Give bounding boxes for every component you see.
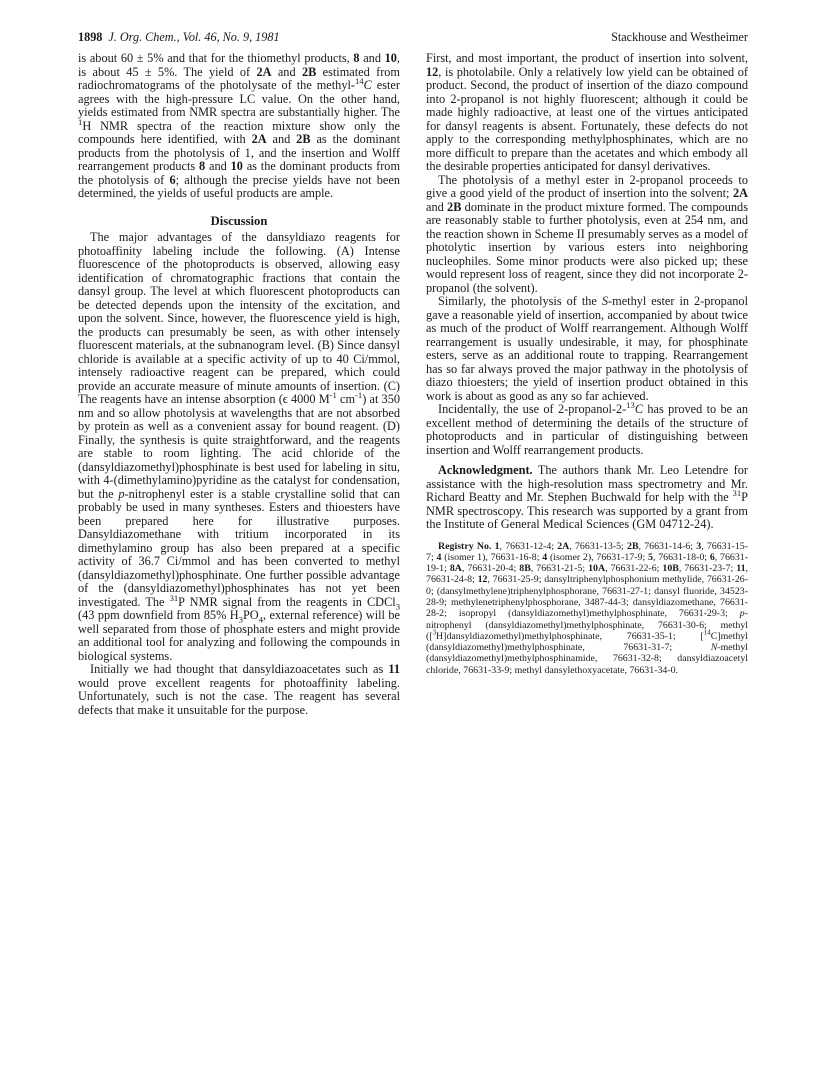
paragraph-propanol-13c: Incidentally, the use of 2-propanol-2-$^{13}$C has proved to be an excellent method of determining the details of the structure of photoproducts and in particular of distinguishing between insertion and Wolff rearrangement products. [426,399,748,457]
page-number: 1898 [78,30,103,44]
right-column [426,52,748,676]
running-header [78,28,748,46]
paragraph-dansyldiazoacetates: Initially we had thought that dansyldiazoacetates such as 11 would prove excellent reagents for photoaffinity labeling. Unfortunately, such is not the case. The reagent has several defects that make it unsuitable for the purpose. [78,662,400,717]
paragraph-defects: First, and most important, the product of insertion into solvent, 12, is photolabile. Only a relatively low yield can be obtained of product. Second, the product of insertion of the diazo compound into 2-propanol is not highly fluorescent; although it could be made highly radioactive, at least one of the virtues anticipated for dansyl reagents is absent. Fortunately, these defects do not apply to the corresponding methylphosphinates, which are no more difficult to prepare than the acetates and which embody all the desirable properties anticipated for dansyl derivatives. [426,51,748,173]
left-column [78,52,400,717]
paragraph-s-methyl-ester: Similarly, the photolysis of the S-methyl ester in 2-propanol gave a reasonable yield of insertion, accompanied by about twice as much of the product of Wolff rearrangement. Although Wolff rearrangement is usually undesirable, it may, for phosphinate esters, serve as an additional route to trapping. Rearrangement has so far always proved the major pathway in the photolysis of diazo thioesters; the yield of insertion product obtained in this work is about as good as any so far achieved. [426,294,748,403]
registry-numbers: Registry No. 1, 76631-12-4; 2A, 76631-13-5; 2B, 76631-14-6; 3, 76631-15-7; 4 (isomer 1), 76631-16-8; 4 (isomer 2), 76631-17-9; 5, 76631-18-0; 6, 76631-19-1; 8A, 76631-20-4; 8B, 76631-21-5; 10A, 76631-22-6; 10B, 76631-23-7; 11, 76631-24-8; 12, 76631-25-9; dansyltriphenylphosphonium methylide, 76631-26-0; (dansylmethylene)triphenylphosphorane, 76631-27-1; dansyl fluoride, 34523-28-9; methylenetriphenylphosphorane, 3487-44-3; dansyldiazomethane, 76631-28-2; isopropyl (dansyldiazomethyl)methylphosphinate, 76631-29-3; p-nitrophenyl (dansyldiazomethyl)methylphosphinate, 76631-30-6; methyl ([$^3$H]dansyldiazomethyl)methylphosphinate, 76631-35-1; [$^{14}$C]methyl (dansyldiazomethyl)methylphosphinate, 76631-31-7; N-methyl (dansyldiazomethyl)methylphosphinamide, 76631-32-8; dansyldiazoacetyl chloride, 76631-33-9; methyl dansylethoxyacetate, 76631-34-0. [426,540,749,676]
paragraph-advantages: The major advantages of the dansyldiazo reagents for photoaffinity labeling include the following. (A) Intense fluorescence of the photoproducts is observed, allowing easy identification of chromatographic fractions that contain the dansyl group. The level at which fluorescent photoproducts can be detected depends upon the intensity of the excitation, and upon the solvent. Since, however, the fluorescence yield is high, the products can presumably be seen, as with other intensely fluorescent materials, at the subnanogram level. (B) Since dansyl chloride is available at a specific activity of up to 40 Ci/mmol, intensely radioactive reagent can be prepared, which could provide an accurate measure of minute amounts of insertion. (C) The reagents have an intense absorption (ϵ 4000 $M^{-1}$ $cm^{-1}$) at 350 nm and so allow photolysis at wavelengths that are not absorbed by protein as well as a convenient assay for bound reagent. (D) Finally, the synthesis is quite straightforward, and the reagents are stable to room lighting. The acid chloride of the (dansyldiazomethyl)phosphinate is best used for labeling in situ, with 4-(dimethylamino)pyridine as the catalyst for condensation, but the p-nitrophenyl ester is a stable crystalline solid that can probably be used in many syntheses. Esters and thioesters have been prepared here for illustrative purposes. Dansyldiazomethane with tritium incorporated in its dimethylamino group has also been prepared at a specific activity of 36.7 Ci/mmol and has been converted to methyl (dansyldiazomethyl)phosphinate. One further possible advantage of the (dansyldiazomethyl)phosphinates has not yet been investigated. The $^{31}$P NMR signal from the reagents in CDCl$_3$ (43 ppm downfield from 85% $H_3PO_4$, external reference) will be well separated from those of phosphate esters and might provide an additional tool for analyzing and following the compounds in biological systems. [78,230,401,663]
journal-page [78,28,748,1048]
acknowledgment: Acknowledgment. The authors thank Mr. Leo Letendre for assistance with the high-resolution mass spectrometry and Mr. Richard Beatty and Mr. Stephen Buchwald for help with the $^{31}$P NMR spectroscopy. This research was supported by a grant from the Institute of General Medical Sciences (GM 04712-24). [426,463,748,531]
journal-citation: J. Org. Chem., Vol. 46, No. 9, 1981 [108,30,280,44]
header-authors: Stackhouse and Westheimer [611,30,748,44]
header-left [78,28,280,46]
acknowledgment-heading: Acknowledgment. [438,463,533,477]
paragraph-yields: is about 60 ± 5% and that for the thiomethyl products, 8 and 10, is about 45 ± 5%. The yield of 2A and 2B estimated from radiochromatograms of the photolysate of the methyl-$^{14}$C ester agrees with the high-pressure LC value. On the other hand, yields estimated from NMR spectra are substantially higher. The $^1$H NMR spectra of the reaction mixture show only the compounds here identified, with 2A and 2B as the dominant products from the photolysis of 1, and the insertion and Wolff rearrangement products 8 and 10 as the dominant products from the photolysis of 6; although the precise yields have not been determined, the yields of useful products are ample. [78,51,401,200]
paragraph-methyl-ester: The photolysis of a methyl ester in 2-propanol proceeds to give a good yield of the product of insertion into the solvent; 2A and 2B dominate in the product mixture formed. The compounds are reasonably stable to further photolysis, even at 254 nm, and the reaction shown in Scheme II presumably serves as a model of photolytic insertion by various esters into neighboring nucleophiles. Some minor products were also picked up; these would represent loss of reagent, since they did not incorporate 2-propanol (the solvent). [426,172,749,295]
registry-heading: Registry No. [438,540,492,552]
section-heading-discussion: Discussion [210,213,268,228]
